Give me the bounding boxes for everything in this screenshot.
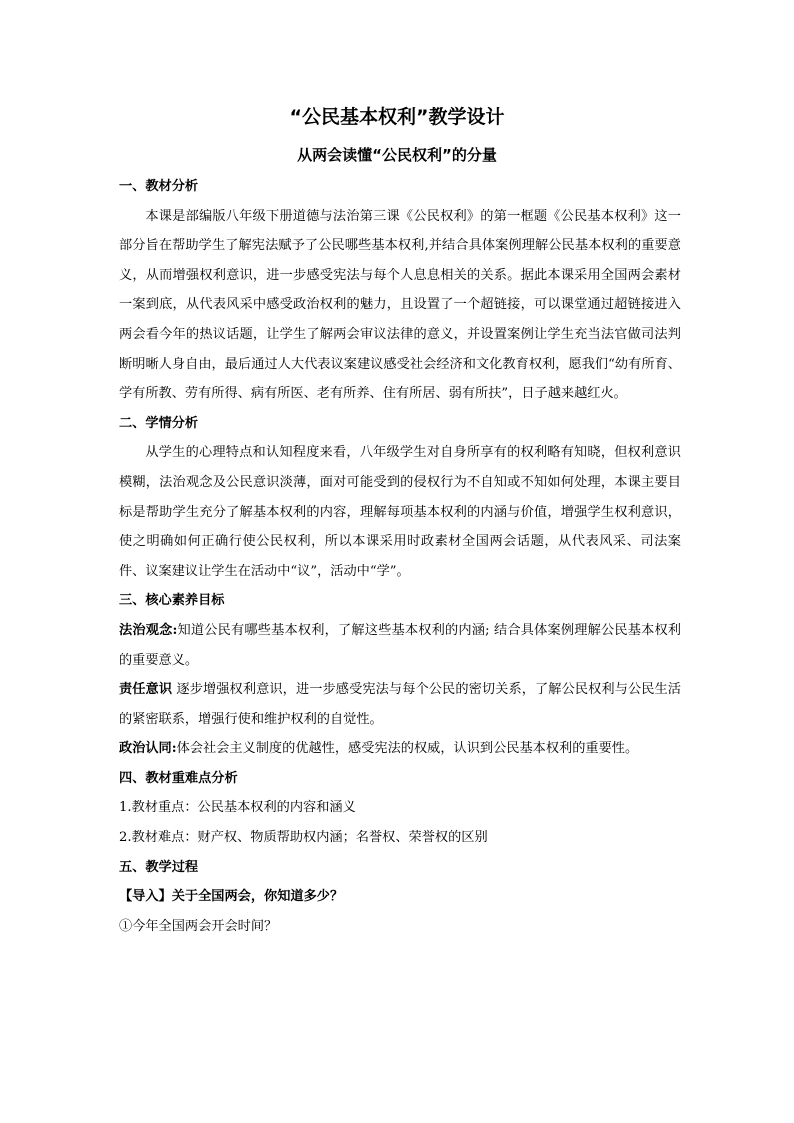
difficult-point-line: 2.教材难点：财产权、物质帮助权内涵；名誉权、荣誉权的区别 — [119, 830, 488, 846]
section-heading-textbook-analysis: 一、教材分析 — [119, 179, 199, 194]
document-subtitle: 从两会读懂“公民权利”的分量 — [297, 146, 497, 164]
goal-label: 政治认同: — [119, 741, 177, 757]
goal-text: 体会社会主义制度的优越性，感受宪法的权威，认识到公民基本权利的重要性。 — [176, 741, 639, 757]
intro-question-1: ①今年全国两会开会时间？ — [119, 918, 278, 934]
goal-item-responsibility — [119, 675, 681, 734]
goal-item-political-identity — [119, 734, 681, 764]
section-heading-teaching-process: 五、教学过程 — [119, 859, 199, 875]
document-title: “公民基本权利”教学设计 — [289, 106, 505, 128]
key-point-line: 1.教材重点：公民基本权利的内容和涵义 — [119, 800, 356, 816]
section-heading-student-analysis: 二、学情分析 — [119, 415, 199, 431]
document-body — [119, 172, 681, 941]
goal-text: 逐步增强权利意识，进一步感受宪法与每个公民的密切关系，了解公民权利与公民生活的紧密联系，增强行使和维护权利的自觉性。 — [119, 682, 681, 727]
goal-label: 责任意识 — [119, 682, 173, 698]
student-analysis-paragraph: 从学生的心理特点和认知程度来看，八年级学生对自身所享有的权利略有知晓，但权利意识模糊，法治观念及公民意识淡薄，面对可能受到的侵权行为不自知或不知如何处理，本课主要目标是帮助学生充分了解基本权利的内容，理解每项基本权利的内涵与价值，增强学生权利意识，使之明确如何正确行使公民权利，所以本课采用时政素材全国两会话题，从代表风采、司法案件、议案建议让学生在活动中“议”，活动中“学”。 — [119, 445, 681, 579]
section-heading-key-points: 四、教材重难点分析 — [119, 770, 238, 786]
section-heading-core-goals: 三、核心素养目标 — [119, 593, 225, 609]
textbook-analysis-paragraph: 本课是部编版八年级下册道德与法治第三课《公民权利》的第一框题《公民基本权利》这一部分旨在帮助学生了解宪法赋予了公民哪些基本权利,并结合具体案例理解公民基本权利的重要意义，从而增强权利意识，进一步感受宪法与每个人息息相关的关系。据此本课采用全国两会素材一案到底，从代表风采中感受政治权利的魅力，且设置了一个超链接，可以课堂通过超链接进入两会看今年的热议话题，让学生了解两会审议法律的意义，并设置案例让学生充当法官做司法判断明晰人身自由，最后通过人大代表议案建议感受社会经济和文化教育权利，愿我们“幼有所育、学有所教、劳有所得、病有所医、老有所养、住有所居、弱有所扶”，日子越来越红火。 — [119, 208, 681, 402]
goal-label: 法治观念: — [119, 622, 178, 638]
goal-text: 知道公民有哪些基本权利，了解这些基本权利的内涵; 结合具体案例理解公民基本权利的重要意义。 — [119, 622, 681, 668]
goal-item-rule-of-law — [119, 616, 681, 675]
intro-heading: 【导入】关于全国两会，你知道多少？ — [119, 889, 344, 905]
